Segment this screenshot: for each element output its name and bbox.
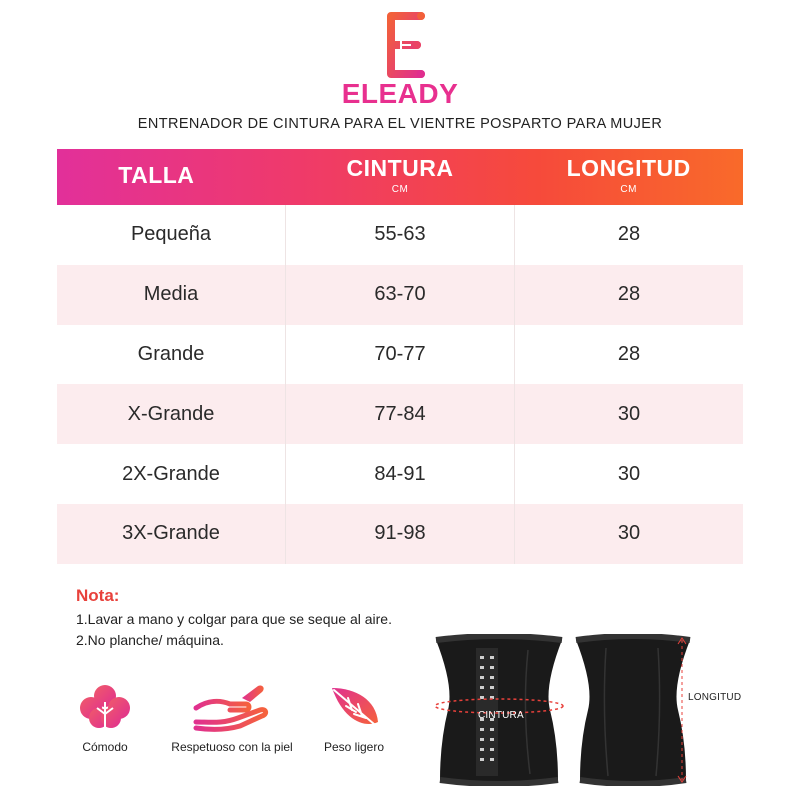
header-unit: CM bbox=[620, 184, 637, 195]
page-subtitle: ENTRENADOR DE CINTURA PARA EL VIENTRE POSPARTO PARA MUJER bbox=[137, 116, 663, 132]
header-label: CINTURA bbox=[346, 155, 454, 181]
cell-waist: 84-91 bbox=[285, 444, 514, 504]
table-row bbox=[57, 444, 743, 504]
table-row bbox=[57, 504, 743, 564]
table-row bbox=[57, 325, 743, 385]
header-longitud bbox=[514, 149, 743, 205]
cotton-flower-icon bbox=[77, 682, 133, 732]
note-title: Nota: bbox=[76, 586, 120, 605]
feature-label: Respetuoso con la piel bbox=[171, 740, 293, 754]
waist-measure-label: CINTURA bbox=[478, 710, 524, 721]
size-table bbox=[57, 149, 743, 564]
cell-length: 30 bbox=[514, 444, 743, 504]
header-label: LONGITUD bbox=[566, 155, 691, 181]
header-talla bbox=[57, 149, 286, 205]
length-measure-label: LONGITUD bbox=[688, 692, 742, 703]
cell-size: Grande bbox=[137, 342, 205, 365]
cell-length: 28 bbox=[514, 325, 743, 385]
hand-care-icon bbox=[190, 682, 274, 732]
cell-size: Media bbox=[143, 283, 199, 306]
feature-label: Cómodo bbox=[82, 740, 128, 754]
cell-waist: 91-98 bbox=[285, 504, 514, 564]
header-unit: CM bbox=[391, 184, 409, 195]
waist-trainer-back-image bbox=[566, 634, 700, 786]
feature-lightweight bbox=[305, 682, 403, 754]
cell-waist: 63-70 bbox=[285, 265, 514, 325]
note-line: 1.Lavar a mano y colgar para que se seque al aire. bbox=[76, 611, 392, 627]
header-cintura bbox=[286, 149, 515, 205]
cell-size: 3X-Grande bbox=[122, 522, 220, 545]
table-row bbox=[57, 265, 743, 325]
cell-size: X-Grande bbox=[127, 402, 215, 425]
cell-length: 30 bbox=[514, 504, 743, 564]
feature-comfortable bbox=[62, 682, 148, 754]
header-label: TALLA bbox=[118, 162, 195, 188]
cell-length: 28 bbox=[514, 205, 743, 265]
note-line: 2.No planche/ máquina. bbox=[76, 632, 224, 648]
cell-length: 28 bbox=[514, 265, 743, 325]
table-row bbox=[57, 205, 743, 265]
feature-label: Peso ligero bbox=[323, 740, 385, 754]
cell-length: 30 bbox=[514, 384, 743, 444]
cell-waist: 70-77 bbox=[285, 325, 514, 385]
cell-waist: 77-84 bbox=[285, 384, 514, 444]
feather-icon bbox=[326, 682, 382, 732]
cell-size: 2X-Grande bbox=[122, 462, 220, 485]
brand-name: ELEADY bbox=[341, 78, 459, 109]
table-row bbox=[57, 384, 743, 444]
feature-skin-friendly bbox=[160, 682, 304, 754]
table-header bbox=[57, 149, 743, 205]
eleady-logo-icon bbox=[381, 12, 429, 78]
cell-waist: 55-63 bbox=[285, 205, 514, 265]
cell-size: Pequeña bbox=[130, 223, 212, 246]
